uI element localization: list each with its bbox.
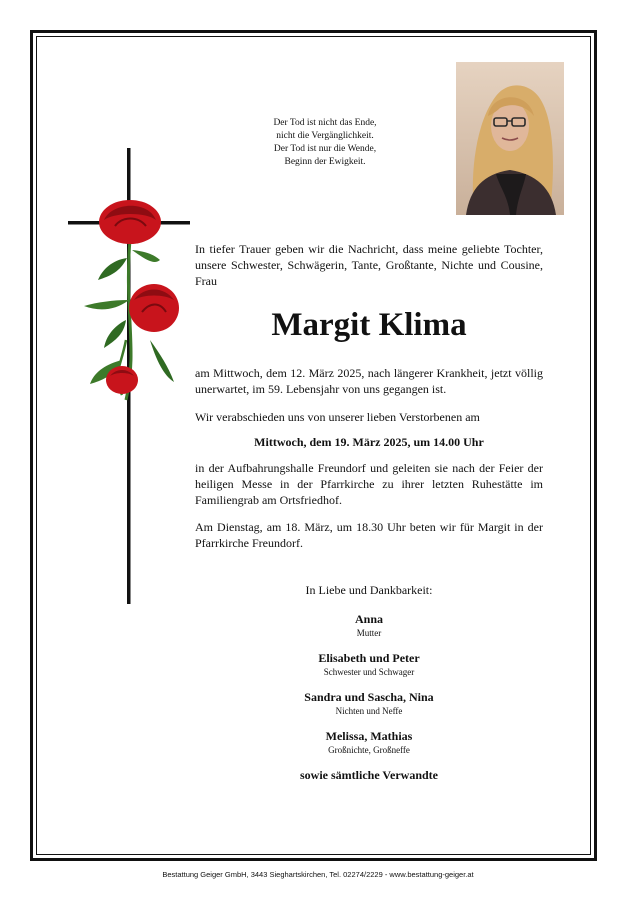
footer-company-info: Bestattung Geiger GmbH, 3443 Sieghartskirchen, Tel. 02274/2229 - www.bestattung-geiger.at bbox=[162, 870, 474, 879]
portrait-photo bbox=[456, 62, 564, 215]
quote-line: nicht die Vergänglichkeit. bbox=[276, 131, 374, 141]
farewell-text: Wir verabschieden uns von unserer lieben Verstorbenen am bbox=[195, 410, 480, 424]
mourner-relation: Großnichte, Großneffe bbox=[328, 745, 410, 755]
mourner-entry bbox=[240, 651, 498, 678]
signoff-text: In Liebe und Dankbarkeit: bbox=[305, 583, 433, 597]
rosary-text: Am Dienstag, am 18. März, um 18.30 Uhr beten wir für Margit in der Pfarrkirche Freundorf. bbox=[195, 520, 543, 550]
deceased-name: Margit Klima bbox=[271, 307, 467, 343]
mourner-entry bbox=[240, 612, 498, 639]
memorial-quote bbox=[240, 117, 410, 169]
ceremony-location-text: in der Aufbahrungshalle Freundorf und geleiten sie nach der Feier der heiligen Messe in der Pfarrkirche zu ihrer letzten Ruhestätte im Familiengrab am Ortsfriedhof. bbox=[195, 461, 543, 507]
death-notice-text: am Mittwoch, dem 12. März 2025, nach längerer Krankheit, jetzt völlig unerwartet, im 59. Lebensjahr von uns gegangen ist. bbox=[195, 366, 543, 396]
quote-line: Der Tod ist nicht das Ende, bbox=[273, 118, 377, 128]
quote-line: Beginn der Ewigkeit. bbox=[284, 157, 366, 167]
mourner-relation: Mutter bbox=[356, 628, 382, 638]
mourner-relation: Schwester und Schwager bbox=[323, 667, 415, 677]
quote-line: Der Tod ist nur die Wende, bbox=[273, 144, 377, 154]
intro-text: In tiefer Trauer geben wir die Nachricht, dass meine geliebte Tochter, unsere Schwester, Schwägerin, Tante, Großtante, Nichte und Cousine, Frau bbox=[195, 242, 543, 288]
mourner-name: Sandra und Sascha, Nina bbox=[304, 690, 434, 704]
mourner-relation: Nichten und Neffe bbox=[335, 706, 403, 716]
mourner-name: Anna bbox=[354, 612, 383, 626]
ceremony-datetime: Mittwoch, dem 19. März 2025, um 14.00 Uhr bbox=[254, 435, 484, 449]
cross-with-roses-icon bbox=[60, 140, 200, 610]
mourner-entry bbox=[240, 690, 498, 717]
mourner-name: Melissa, Mathias bbox=[325, 729, 413, 743]
closing-text: sowie sämtliche Verwandte bbox=[300, 768, 438, 782]
mourner-name: Elisabeth und Peter bbox=[318, 651, 420, 665]
mourner-entry bbox=[240, 729, 498, 756]
